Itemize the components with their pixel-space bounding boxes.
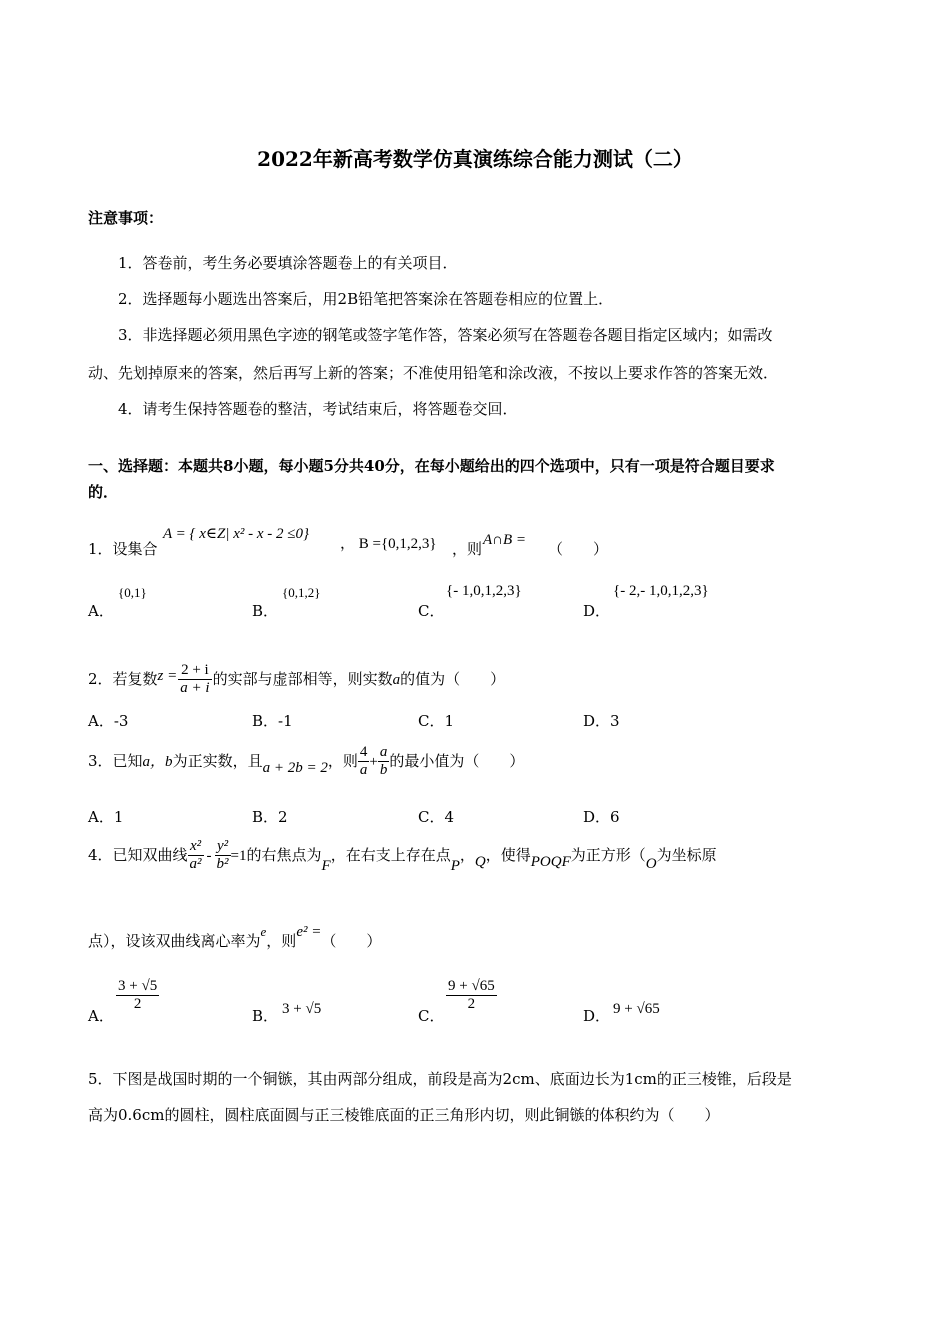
q3-condition: a + 2b = 2: [262, 759, 328, 776]
q2-option-d: D．3: [583, 712, 620, 730]
q1-set-a: A = { x∈Z| x² - x - 2 ≤0}: [163, 526, 310, 542]
q3-option-b: B．2: [252, 808, 288, 826]
q2-a: a: [392, 671, 401, 688]
q1-option-c: {- 1,0,1,2,3}: [446, 583, 522, 599]
q4-option-d: 9 + √65: [613, 1001, 660, 1017]
notice-item: 4．请考生保持答题卷的整洁，考试结束后，将答题卷交回．: [118, 400, 518, 418]
q1-option-a-label: A．: [88, 602, 114, 620]
q4-option-b: 3 + √5: [282, 1001, 322, 1017]
q4-text-3: ，: [459, 845, 475, 864]
q2-numerator: 2 + i: [178, 662, 211, 680]
q1-option-d-label: D．: [583, 602, 611, 620]
q4-minus: -: [206, 847, 212, 864]
q4-fraction-y: $\frac{\text{y²}}{\text{b²}}$: [216, 838, 229, 873]
q1-set-b: ， B ={0,1,2,3}: [340, 536, 437, 552]
q3-option-c: C．4: [418, 808, 455, 826]
q1-expr: A∩B =: [483, 532, 527, 548]
notice-item: 2．选择题每小题选出答案后，用2B铅笔把答案涂在答题卷相应的位置上．: [118, 290, 614, 308]
q2-option-b: B．-1: [252, 712, 293, 730]
q3-fraction-1: $\frac{4}{a}$: [359, 744, 368, 779]
notice-heading: 注意事项：: [88, 209, 164, 227]
question-5-cont: 高为0.6cm的圆柱，圆柱底面圆与正三棱锥底面的正三角形内切，则此铜镞的体积约为（ ）: [88, 1106, 720, 1124]
q4-fraction-x: $\frac{\text{x²}}{\text{a²}}$: [189, 838, 202, 873]
q1-stem: 1．设集合: [88, 540, 158, 558]
q4-line-2: 点），设该双曲线离心率为e，则e² =（ ）: [88, 924, 382, 950]
q3-text: 的最小值为（ ）: [389, 751, 525, 770]
q1-ask: ，则: [452, 540, 483, 558]
q3-option-d: D．6: [583, 808, 620, 826]
q3-ab: a，b: [142, 753, 173, 770]
q4-square: POQF: [530, 853, 571, 870]
question-4: [88, 838, 717, 874]
q4-f: F: [321, 857, 331, 874]
q4-stem: 4．已知双曲线: [88, 845, 188, 864]
section-heading: 一、选择题：本题共8小题，每小题5分共40分，在每小题给出的四个选项中，只有一项是符合题目要求: [88, 457, 775, 475]
q3-plus: +: [369, 753, 378, 770]
q4-option-a: $\frac{3 + √5}{2}$: [118, 978, 158, 1013]
q4-text-1: 的右焦点为: [246, 845, 322, 864]
q3-mid: 为正实数，且: [172, 751, 263, 770]
notice-item: 1．答卷前，考生务必要填涂答题卷上的有关项目．: [118, 254, 458, 272]
q4-option-d-label: D．: [583, 1007, 611, 1025]
notice-item: 动、先划掉原来的答案，然后再写上新的答案；不准使用铅笔和涂改液，不按以上要求作答的答案无效．: [88, 364, 779, 382]
question-3: [88, 744, 524, 780]
q3-then: ，则: [327, 751, 358, 770]
q4-option-a-label: A．: [88, 1007, 114, 1025]
q4-e-squared: e² =: [296, 924, 322, 940]
q1-option-c-label: C．: [418, 602, 445, 620]
q4-p: P: [450, 857, 460, 874]
question-2: [88, 662, 505, 698]
q3-fraction-2: $\frac{a}{b}$: [379, 744, 388, 779]
q4-option-b-label: B．: [252, 1007, 279, 1025]
q4-paren: （ ）: [321, 932, 382, 950]
q2-option-a: A．-3: [88, 712, 129, 730]
q1-option-a: {0,1}: [118, 585, 147, 600]
section-heading-cont: 的．: [88, 483, 119, 501]
q1-option-b: {0,1,2}: [282, 585, 321, 600]
q3-option-a: A．1: [88, 808, 124, 826]
q2-text: 的实部与虚部相等，则实数: [212, 669, 393, 688]
q2-z: z =: [157, 667, 178, 684]
q4-text-6: 为坐标原: [656, 845, 717, 864]
q4-text-4: ，使得: [485, 845, 531, 864]
page-title: 2022年新高考数学仿真演练综合能力测试（二）: [257, 147, 693, 171]
q4-text-5: 为正方形（: [570, 845, 646, 864]
q4-text-2: ，在右支上存在点: [330, 845, 451, 864]
q4-o: O: [645, 855, 657, 872]
question-1: [88, 538, 158, 559]
q4-e: e: [260, 924, 267, 939]
q3-stem: 3．已知: [88, 751, 143, 770]
notice-item: 3．非选择题必须用黑色字迹的钢笔或签字笔作答，答案必须写在答题卷各题目指定区域内；如需改: [118, 326, 773, 344]
q1-option-d: {- 2,- 1,0,1,2,3}: [613, 583, 709, 599]
q4-q: Q: [474, 853, 486, 870]
q4-equals: =1: [230, 847, 247, 864]
q2-option-c: C．1: [418, 712, 455, 730]
q2-text-2: 的值为（ ）: [400, 669, 506, 688]
q2-denominator: a + i: [180, 680, 210, 697]
q1-paren: （ ）: [548, 540, 609, 558]
q1-option-b-label: B．: [252, 602, 279, 620]
q4-option-c: $\frac{9 + √65}{2}$: [448, 978, 495, 1013]
question-5: 5．下图是战国时期的一个铜镞，其由两部分组成，前段是高为2cm、底面边长为1cm的正三棱锥，后段是: [88, 1070, 792, 1088]
q4-option-c-label: C．: [418, 1007, 445, 1025]
q2-fraction: [178, 662, 211, 698]
q2-stem: 2．若复数: [88, 669, 158, 688]
